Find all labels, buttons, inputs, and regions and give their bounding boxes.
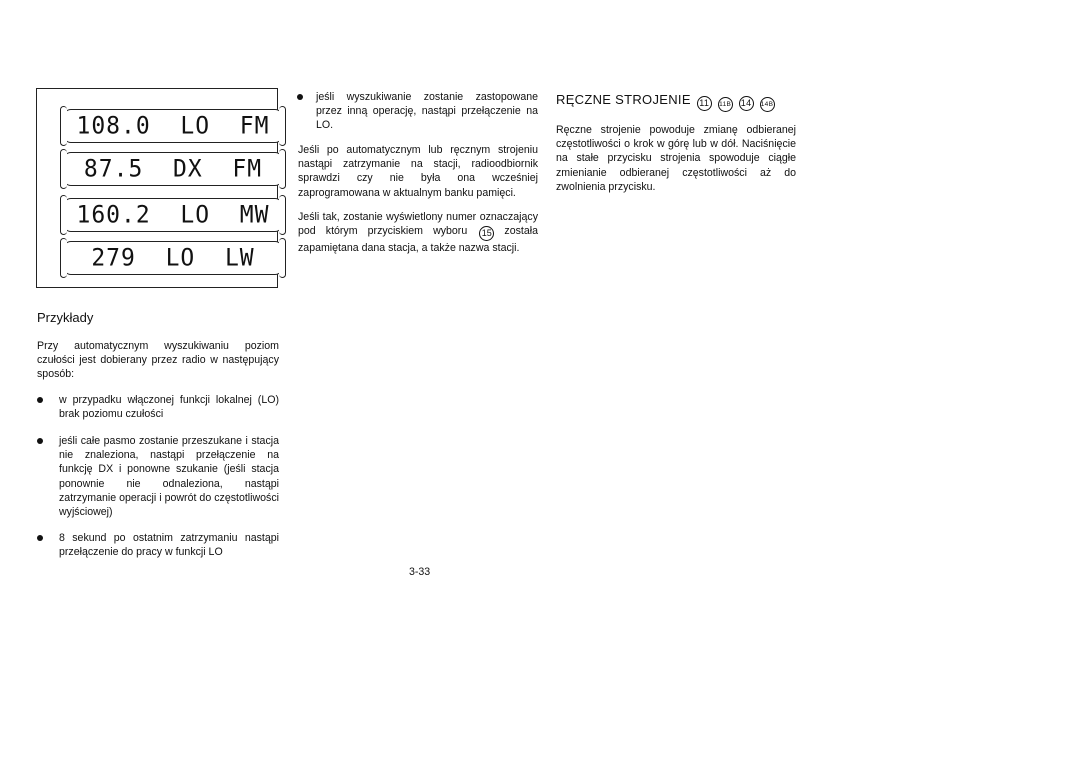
paragraph bbox=[298, 210, 538, 255]
paragraph-text: Jeśli tak, zostanie wyświetlony numer oznaczający pod którym przyciskiem wyboru bbox=[298, 211, 538, 238]
bullet-icon bbox=[37, 397, 43, 403]
button-reference-icon: 14 bbox=[739, 96, 754, 111]
section-heading: Przykłady bbox=[37, 310, 94, 325]
lcd-text: 108.0 LO FM bbox=[76, 112, 270, 140]
lcd-text: 160.2 LO MW bbox=[76, 201, 270, 229]
display-examples-figure bbox=[36, 88, 278, 288]
list-item: jeśli wyszukiwanie zostanie zastopowane przez inną operację, nastąpi przełączenie na LO. bbox=[316, 91, 538, 132]
heading-text: RĘCZNE STROJENIE bbox=[556, 92, 691, 107]
list-item: 8 sekund po ostatnim zatrzymaniu nastąpi przełączenie do pracy w funkcji LO bbox=[59, 532, 279, 559]
lcd-text: 87.5 DX FM bbox=[83, 155, 263, 183]
lcd-display bbox=[63, 241, 283, 275]
bullet-icon bbox=[37, 535, 43, 541]
button-reference-icon: 11 bbox=[697, 96, 712, 111]
list-item: w przypadku włączonej funkcji lokalnej (LO) brak poziomu czułości bbox=[59, 394, 279, 421]
button-reference-icon: 11B bbox=[718, 97, 733, 112]
lcd-display bbox=[63, 152, 283, 186]
lcd-display bbox=[63, 109, 283, 143]
paragraph: Ręczne strojenie powoduje zmianę odbieranej częstotliwości o krok w górę lub w dół. Naciśnięcie na stałe przycisku strojenia spowoduje ciągłe zmienianie odbieranej częstotliwości aż do zwolnienia przycisku. bbox=[556, 124, 796, 193]
bullet-icon bbox=[37, 438, 43, 444]
button-reference-icon: 15 bbox=[479, 226, 494, 241]
lcd-display bbox=[63, 198, 283, 232]
section-heading bbox=[556, 92, 775, 112]
lcd-text: 279 LO LW bbox=[91, 244, 255, 272]
page-number: 3-33 bbox=[409, 566, 431, 578]
paragraph: Jeśli po automatycznym lub ręcznym strojeniu nastąpi zatrzymanie na stacji, radioodbiornik sprawdzi czy nie była ona wcześniej zaprogramowana w aktualnym banku pamięci. bbox=[298, 144, 538, 199]
paragraph-text: została zapamiętana dana stacja, a także nazwa stacji. bbox=[298, 225, 538, 255]
list-item: jeśli całe pasmo zostanie przeszukane i stacja nie znaleziona, nastąpi przełączenie na funkcję DX i ponowne szukanie (jeśli stacja ponownie nie odnaleziona, nastąpi zatrzymanie operacji i powrót do częstotliwości wyjściowej) bbox=[59, 435, 279, 519]
bullet-icon bbox=[297, 94, 303, 100]
intro-paragraph: Przy automatycznym wyszukiwaniu poziom czułości jest dobierany przez radio w następujący sposób: bbox=[37, 340, 279, 381]
button-reference-icon: 14B bbox=[760, 97, 775, 112]
